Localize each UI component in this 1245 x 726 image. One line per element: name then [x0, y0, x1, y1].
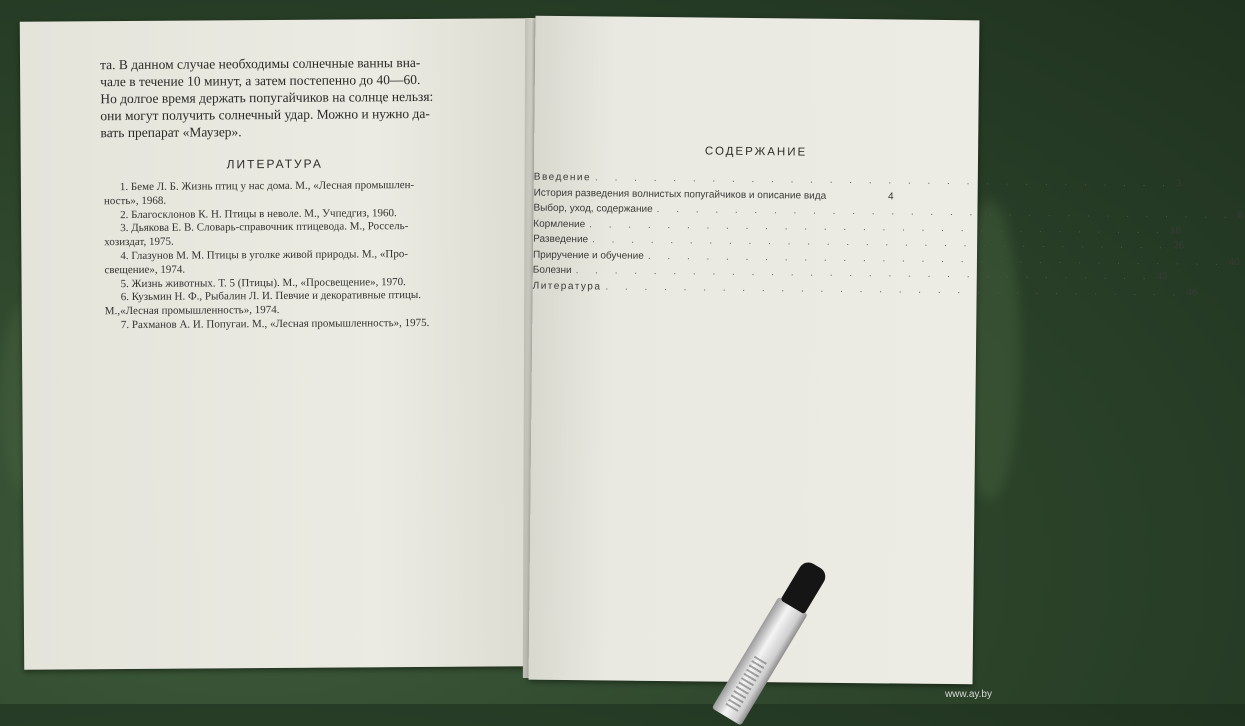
toc-leader-dots: . . . . . . . . . . . . . . . . . . . . . . . . . . . . . . [592, 234, 1169, 251]
reference-item [105, 289, 510, 319]
toc-entry-title: Приручение и обучение [533, 249, 644, 261]
watermark: www.ay.by [945, 689, 992, 700]
intro-paragraph [100, 53, 506, 141]
toc-leader-dots: . . . . . . . . . . . . . . . . . . . . . . . . . . . . . . [605, 281, 1182, 298]
toc-entry-page: 43 [1156, 271, 1167, 282]
literature-heading: ЛИТЕРАТУРА [21, 155, 529, 173]
toc-entry-title: История разведения волнистых попугайчиков и описание вида [534, 187, 827, 201]
text-line: Но долгое время держать попугайчиков на солнце нельзя: [100, 87, 505, 107]
reference-item [104, 247, 509, 277]
toc-entry-page: 46 [1186, 287, 1197, 298]
reference-item [105, 316, 510, 333]
table-of-contents [533, 172, 894, 300]
reference-line: хозиздат, 1975. [104, 234, 509, 251]
toc-leader-dots: . . . . . . . . . . . . . . . . . . . . . . . . . . . . . . [595, 172, 1172, 189]
toc-entry [533, 280, 893, 299]
reference-line: 5. Жизнь животных. Т. 5 (Птицы). М., «Просвещение», 1970. [121, 276, 406, 290]
toc-entry-page: 3 [1176, 178, 1182, 189]
toc-entry-title: Болезни [533, 265, 572, 276]
reference-line: 3. Дьякова Е. В. Словарь-справочник птицевода. М., Россель- [120, 220, 408, 234]
reference-line: 1. Беме Л. Б. Жизнь птиц у нас дома. М., «Лесная промышлен- [120, 179, 414, 193]
reference-line: свещение», 1974. [104, 261, 509, 278]
reference-line: 4. Глазунов М. М. Птицы в уголке живой природы. М., «Про- [120, 248, 408, 262]
text-line: они могут получить солнечный удар. Можно и нужно да- [100, 104, 505, 124]
toc-leader-dots: . . . . . . . . . . . . . . . . . . . . . . . . . . . . . . [657, 204, 1234, 221]
toc-entry-page: 26 [1173, 240, 1184, 251]
toc-leader-dots: . . . . . . . . . . . . . . . . . . . . . . . . . . . . . . [576, 265, 1153, 282]
reference-line: 6. Кузьмин Н. Ф., Рыбалин Л. И. Певчие и декоративные птицы. [121, 289, 421, 303]
reference-line: ность», 1968. [104, 192, 509, 209]
left-page [20, 18, 533, 670]
toc-entry-page: 4 [872, 191, 894, 202]
reference-line: М.,«Лесная промышленность», 1974. [105, 303, 510, 320]
toc-entry-page: 8 [1238, 210, 1244, 221]
reference-item [104, 178, 509, 208]
reference-line: 7. Рахманов А. И. Попугаи. М., «Лесная промышленность», 1975. [121, 317, 430, 331]
toc-leader-dots: . . . . . . . . . . . . . . . . . . . . . . . . . . . . . . [648, 250, 1225, 267]
text-line: вать препарат «Маузер». [100, 121, 505, 141]
toc-entry-title: Введение [534, 172, 591, 184]
toc-entry-title: Разведение [533, 234, 588, 246]
right-page [529, 16, 980, 685]
toc-entry-title: Литература [533, 280, 602, 292]
reference-line: 2. Благосклонов К. Н. Птицы в неволе. М., Учпедгиз, 1960. [120, 207, 397, 221]
reference-list [104, 178, 510, 333]
text-line: та. В данном случае необходимы солнечные ванны вна- [100, 53, 505, 73]
toc-entry-title: Кормление [533, 218, 585, 230]
toc-leader-dots: . . . . . . . . . . . . . . . . . . . . . . . . . . . . . . [589, 219, 1166, 236]
reference-item [104, 220, 509, 250]
text-line: чале в течение 10 минут, а затем постепенно до 40—60. [100, 70, 505, 90]
toc-entry-page: 40 [1229, 256, 1240, 267]
toc-entry-title: Выбор, уход, содержание [533, 203, 652, 215]
toc-entry-page: 18 [1170, 225, 1181, 236]
contents-heading: СОДЕРЖАНИЕ [534, 144, 978, 161]
